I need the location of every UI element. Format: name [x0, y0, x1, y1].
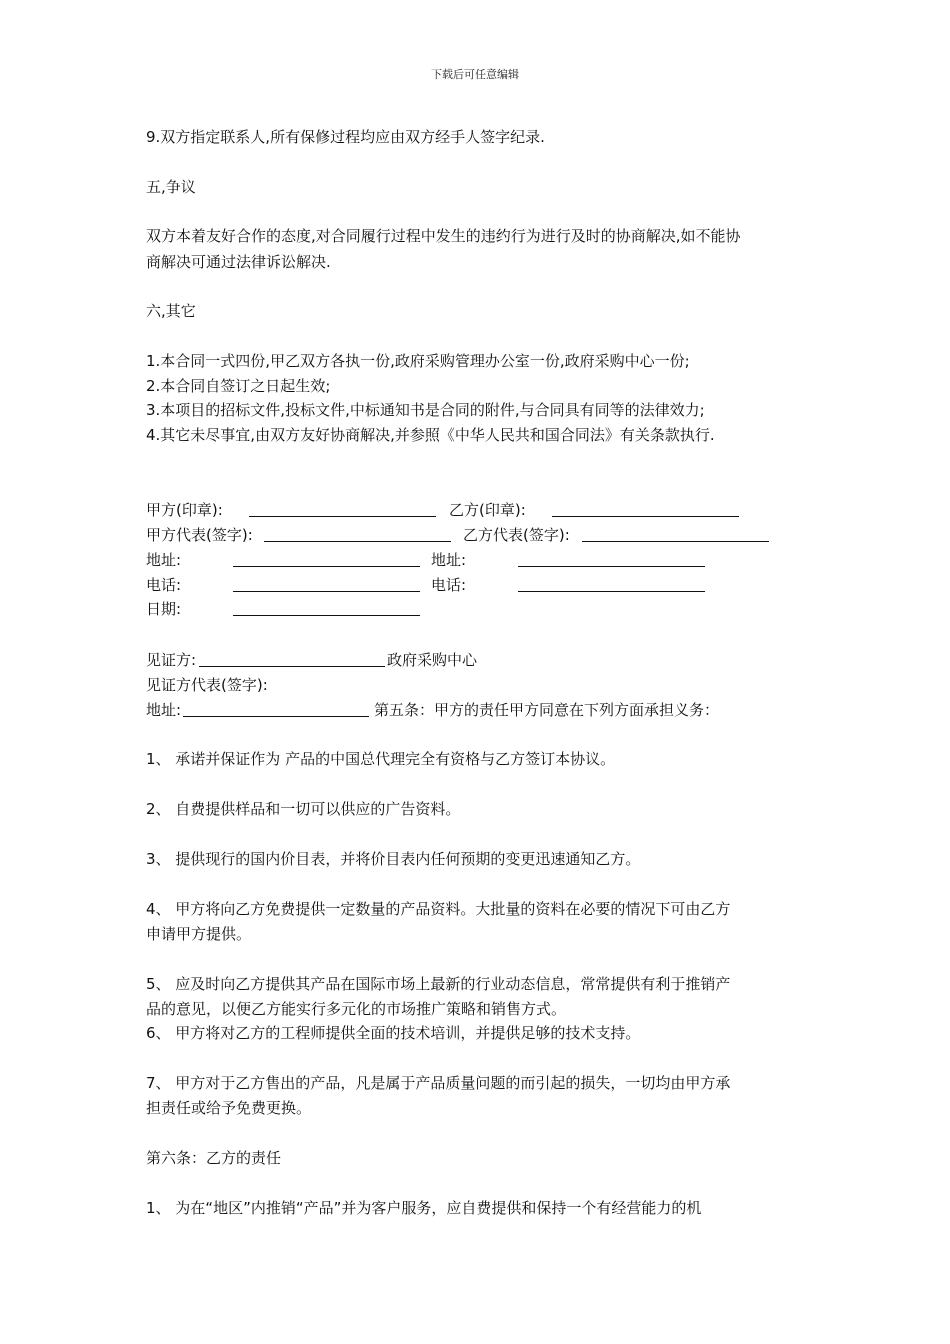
article-5-item-1: 1、 承诺并保证作为 产品的中国总代理完全有资格与乙方签订本协议。 [146, 750, 616, 768]
page-header: 下载后可任意编辑 [431, 68, 519, 81]
article-5-item-3: 3、 提供现行的国内价目表，并将价目表内任何预期的变更迅速通知乙方。 [146, 850, 641, 868]
article-5-item-5-line1: 5、 应及时向乙方提供其产品在国际市场上最新的行业动态信息，常常提供有利于推销产 [146, 975, 731, 993]
clause-9: 9.双方指定联系人,所有保修过程均应由双方经手人签字纪录. [146, 128, 545, 146]
article-5-item-7-line2: 担责任或给予免费更换。 [146, 1099, 312, 1117]
party-b-phone-label: 电话: [431, 576, 467, 594]
article-5-item-5-line2: 品的意见，以便乙方能实行多元化的市场推广策略和销售方式。 [146, 1000, 567, 1018]
date-line [233, 615, 420, 616]
party-b-rep-line [582, 541, 769, 542]
witness-label: 见证方: [146, 651, 197, 669]
article-6-item-1: 1、 为在“地区”内推销“产品”并为客户服务，应自费提供和保持一个有经营能力的机 [146, 1199, 702, 1217]
section-6-heading: 六,其它 [146, 302, 196, 320]
date-label: 日期: [146, 600, 182, 618]
article-5-item-2: 2、 自费提供样品和一切可以供应的广告资料。 [146, 800, 461, 818]
party-a-phone-line [233, 591, 420, 592]
other-item-3: 3.本项目的招标文件,投标文件,中标通知书是合同的附件,与合同具有同等的法律效力; [146, 401, 705, 419]
dispute-para-line1: 双方本着友好合作的态度,对合同履行过程中发生的违约行为进行及时的协商解决,如不能协 [146, 227, 741, 245]
section-5-heading: 五,争议 [146, 178, 196, 196]
article-5-item-4-line2: 申请甲方提供。 [146, 925, 252, 943]
article-5-title: 第五条：甲方的责任甲方同意在下列方面承担义务： [374, 701, 720, 719]
party-b-seal-label: 乙方(印章): [449, 501, 526, 519]
witness-address-line [183, 716, 369, 717]
other-item-1: 1.本合同一式四份,甲乙双方各执一份,政府采购管理办公室一份,政府采购中心一份; [146, 352, 690, 370]
party-a-address-line [233, 566, 420, 567]
article-5-item-6: 6、 甲方将对乙方的工程师提供全面的技术培训，并提供足够的技术支持。 [146, 1024, 641, 1042]
witness-rep-label: 见证方代表(签字): [146, 676, 268, 694]
party-a-address-label: 地址: [146, 551, 182, 569]
party-a-rep-label: 甲方代表(签字): [146, 526, 253, 544]
other-item-4: 4.其它未尽事宜,由双方友好协商解决,并参照《中华人民共和国合同法》有关条款执行. [146, 426, 715, 444]
article-6-title: 第六条：乙方的责任 [146, 1149, 282, 1167]
party-b-address-label: 地址: [431, 551, 467, 569]
party-b-phone-line [518, 591, 705, 592]
party-b-seal-line [552, 516, 739, 517]
witness-line [199, 666, 385, 667]
article-5-item-7-line1: 7、 甲方对于乙方售出的产品，凡是属于产品质量问题的而引起的损失，一切均由甲方承 [146, 1074, 731, 1092]
party-a-seal-line [249, 516, 436, 517]
party-b-address-line [518, 566, 705, 567]
party-a-seal-label: 甲方(印章): [146, 501, 223, 519]
party-a-rep-line [264, 541, 451, 542]
party-b-rep-label: 乙方代表(签字): [463, 526, 570, 544]
other-item-2: 2.本合同自签订之日起生效; [146, 377, 331, 395]
dispute-para-line2: 商解决可通过法律诉讼解决. [146, 253, 331, 271]
witness-address-label: 地址: [146, 701, 182, 719]
witness-org: 政府采购中心 [387, 651, 478, 669]
party-a-phone-label: 电话: [146, 576, 182, 594]
article-5-item-4-line1: 4、 甲方将向乙方免费提供一定数量的产品资料。大批量的资料在必要的情况下可由乙方 [146, 900, 731, 918]
